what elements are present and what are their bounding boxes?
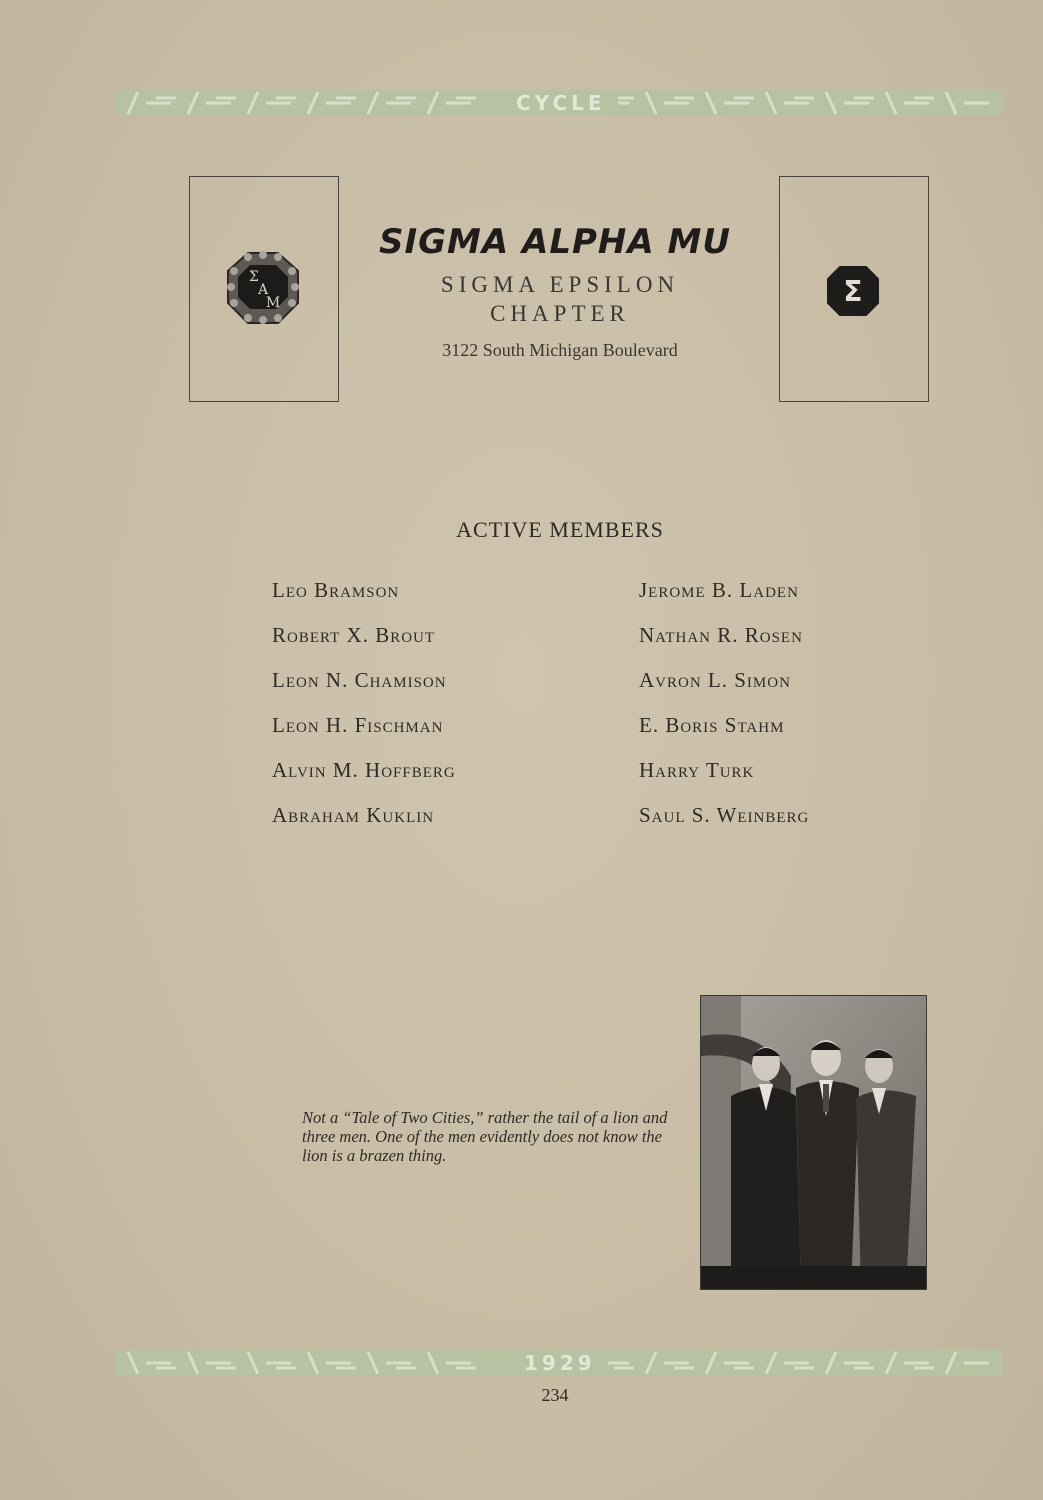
member-name: Leon H. Fischman	[272, 713, 444, 737]
sam-badge-icon	[190, 177, 338, 401]
member-name: Nathan R. Rosen	[639, 623, 803, 647]
members-heading: ACTIVE MEMBERS	[456, 517, 664, 542]
crest-box-left	[189, 176, 339, 402]
group-photo	[700, 995, 927, 1290]
header-band	[116, 90, 1002, 116]
member-name: Alvin M. Hoffberg	[272, 758, 456, 782]
member-name: Leon N. Chamison	[272, 668, 447, 692]
footer-band	[116, 1350, 1002, 1376]
photo-caption: Not a “Tale of Two Cities,” rather the tail of a lion and three men. One of the men evidently does not know the lion is a brazen thing.	[302, 1108, 668, 1165]
chapter-line-2: CHAPTER	[490, 301, 630, 326]
crest-letter-alpha: Α	[257, 282, 269, 298]
member-name: Abraham Kuklin	[272, 803, 435, 827]
crest-box-right	[779, 176, 929, 402]
page-number: 234	[541, 1385, 569, 1405]
sigma-letter: Σ	[843, 275, 863, 308]
sigma-badge-icon	[780, 177, 928, 401]
header-band-label: CYCLE	[504, 90, 618, 116]
crest-letter-mu: Μ	[265, 295, 281, 311]
footer-band-label: 1929	[512, 1350, 608, 1376]
member-name: Leo Bramson	[272, 578, 400, 602]
member-name: Saul S. Weinberg	[639, 803, 810, 827]
chapter-address: 3122 South Michigan Boulevard	[442, 340, 678, 360]
member-name: Harry Turk	[639, 758, 755, 782]
chapter-line-1: SIGMA EPSILON	[440, 272, 680, 297]
member-name: Jerome B. Laden	[639, 578, 799, 602]
crest-letter-sigma: Σ	[249, 269, 259, 285]
member-name: E. Boris Stahm	[639, 713, 785, 737]
member-name: Robert X. Brout	[272, 623, 436, 647]
fraternity-name: SIGMA ALPHA MU	[379, 222, 731, 262]
group-photo-image	[701, 996, 926, 1289]
member-name: Avron L. Simon	[639, 668, 791, 692]
